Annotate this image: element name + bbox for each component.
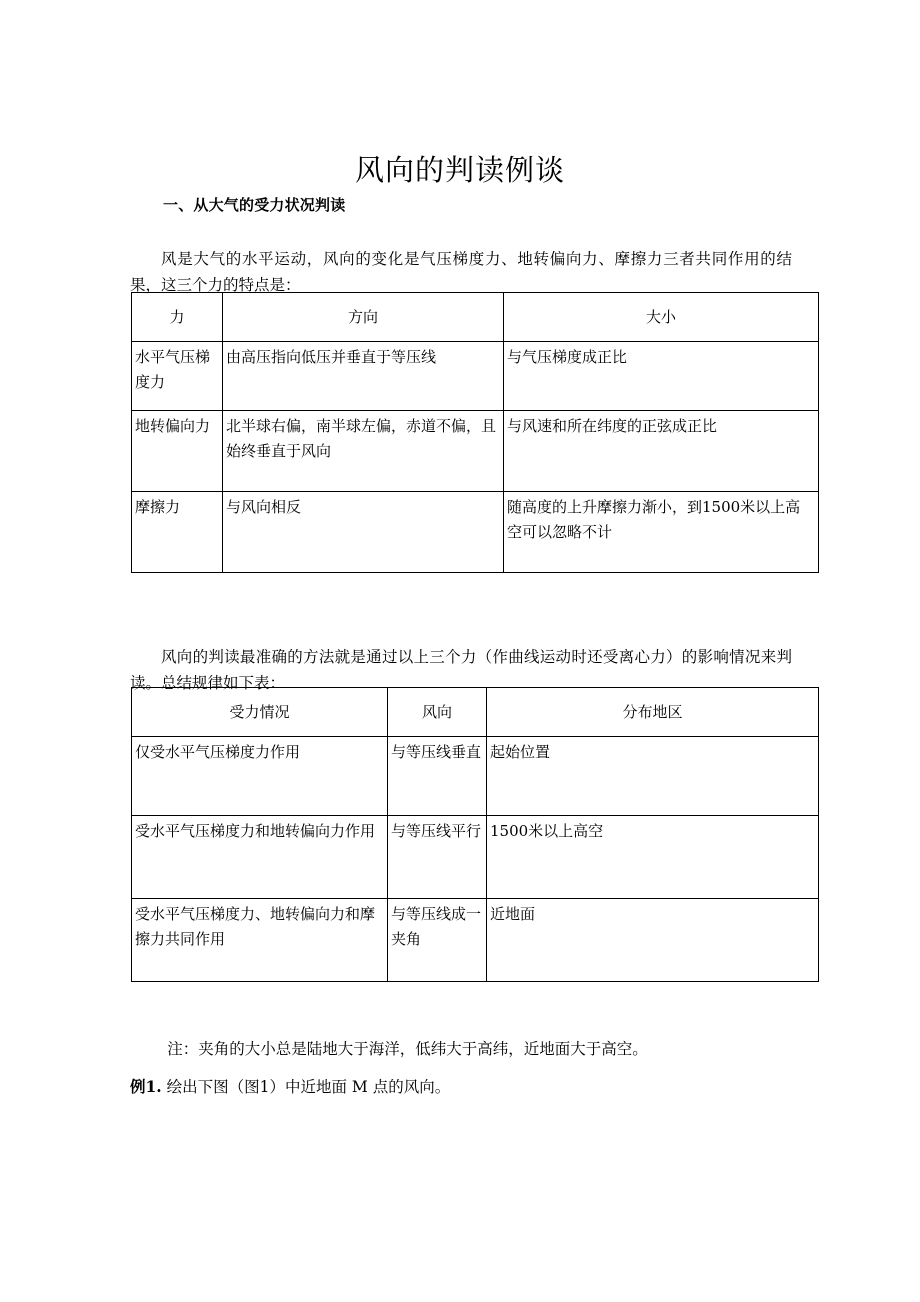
table-row [132, 342, 819, 411]
table-header-row [132, 688, 819, 737]
cell-situation: 仅受水平气压梯度力作用 [132, 737, 388, 816]
example-text: 绘出下图（图1）中近地面 M 点的风向。 [161, 1077, 451, 1096]
rules-table [131, 687, 819, 982]
cell-situation: 受水平气压梯度力、地转偏向力和摩擦力共同作用 [132, 899, 388, 982]
cell-direction: 北半球右偏，南半球左偏，赤道不偏，且始终垂直于风向 [223, 411, 504, 492]
cell-magnitude: 与风速和所在纬度的正弦成正比 [504, 411, 819, 492]
cell-force: 地转偏向力 [132, 411, 223, 492]
cell-region: 起始位置 [487, 737, 819, 816]
table-header-cell-magnitude: 大小 [504, 293, 819, 342]
table-header-cell-direction: 方向 [223, 293, 504, 342]
cell-region: 1500米以上高空 [487, 816, 819, 899]
table-row [132, 737, 819, 816]
cell-wind-direction: 与等压线成一夹角 [388, 899, 487, 982]
table-header-cell-situation: 受力情况 [132, 688, 388, 737]
example-lead: 例1. [130, 1076, 162, 1096]
intro-paragraph: 风是大气的水平运动，风向的变化是气压梯度力、地转偏向力、摩擦力三者共同作用的结果，这三个力的特点是： [130, 249, 792, 294]
table-row [132, 899, 819, 982]
page-title: 风向的判读例谈 [354, 153, 565, 188]
table-header-cell-force: 力 [132, 293, 223, 342]
table-row [132, 492, 819, 573]
table-row [132, 411, 819, 492]
section-heading-1: 一、从大气的受力状况判读 [163, 196, 346, 214]
cell-situation: 受水平气压梯度力和地转偏向力作用 [132, 816, 388, 899]
cell-magnitude: 随高度的上升摩擦力渐小，到1500米以上高空可以忽略不计 [504, 492, 819, 573]
table-header-cell-wind-direction: 风向 [388, 688, 487, 737]
table-header-cell-region: 分布地区 [487, 688, 819, 737]
cell-wind-direction: 与等压线垂直 [388, 737, 487, 816]
cell-direction: 与风向相反 [223, 492, 504, 573]
cell-magnitude: 与气压梯度成正比 [504, 342, 819, 411]
cell-force: 摩擦力 [132, 492, 223, 573]
cell-region: 近地面 [487, 899, 819, 982]
table-row [132, 816, 819, 899]
example-paragraph [130, 1074, 792, 1100]
forces-table [131, 292, 819, 573]
cell-wind-direction: 与等压线平行 [388, 816, 487, 899]
cell-force: 水平气压梯度力 [132, 342, 223, 411]
table-header-row [132, 293, 819, 342]
note-paragraph: 注：夹角的大小总是陆地大于海洋，低纬大于高纬，近地面大于高空。 [167, 1039, 648, 1058]
cell-direction: 由高压指向低压并垂直于等压线 [223, 342, 504, 411]
mid-paragraph: 风向的判读最准确的方法就是通过以上三个力（作曲线运动时还受离心力）的影响情况来判读。总结规律如下表： [130, 647, 792, 692]
